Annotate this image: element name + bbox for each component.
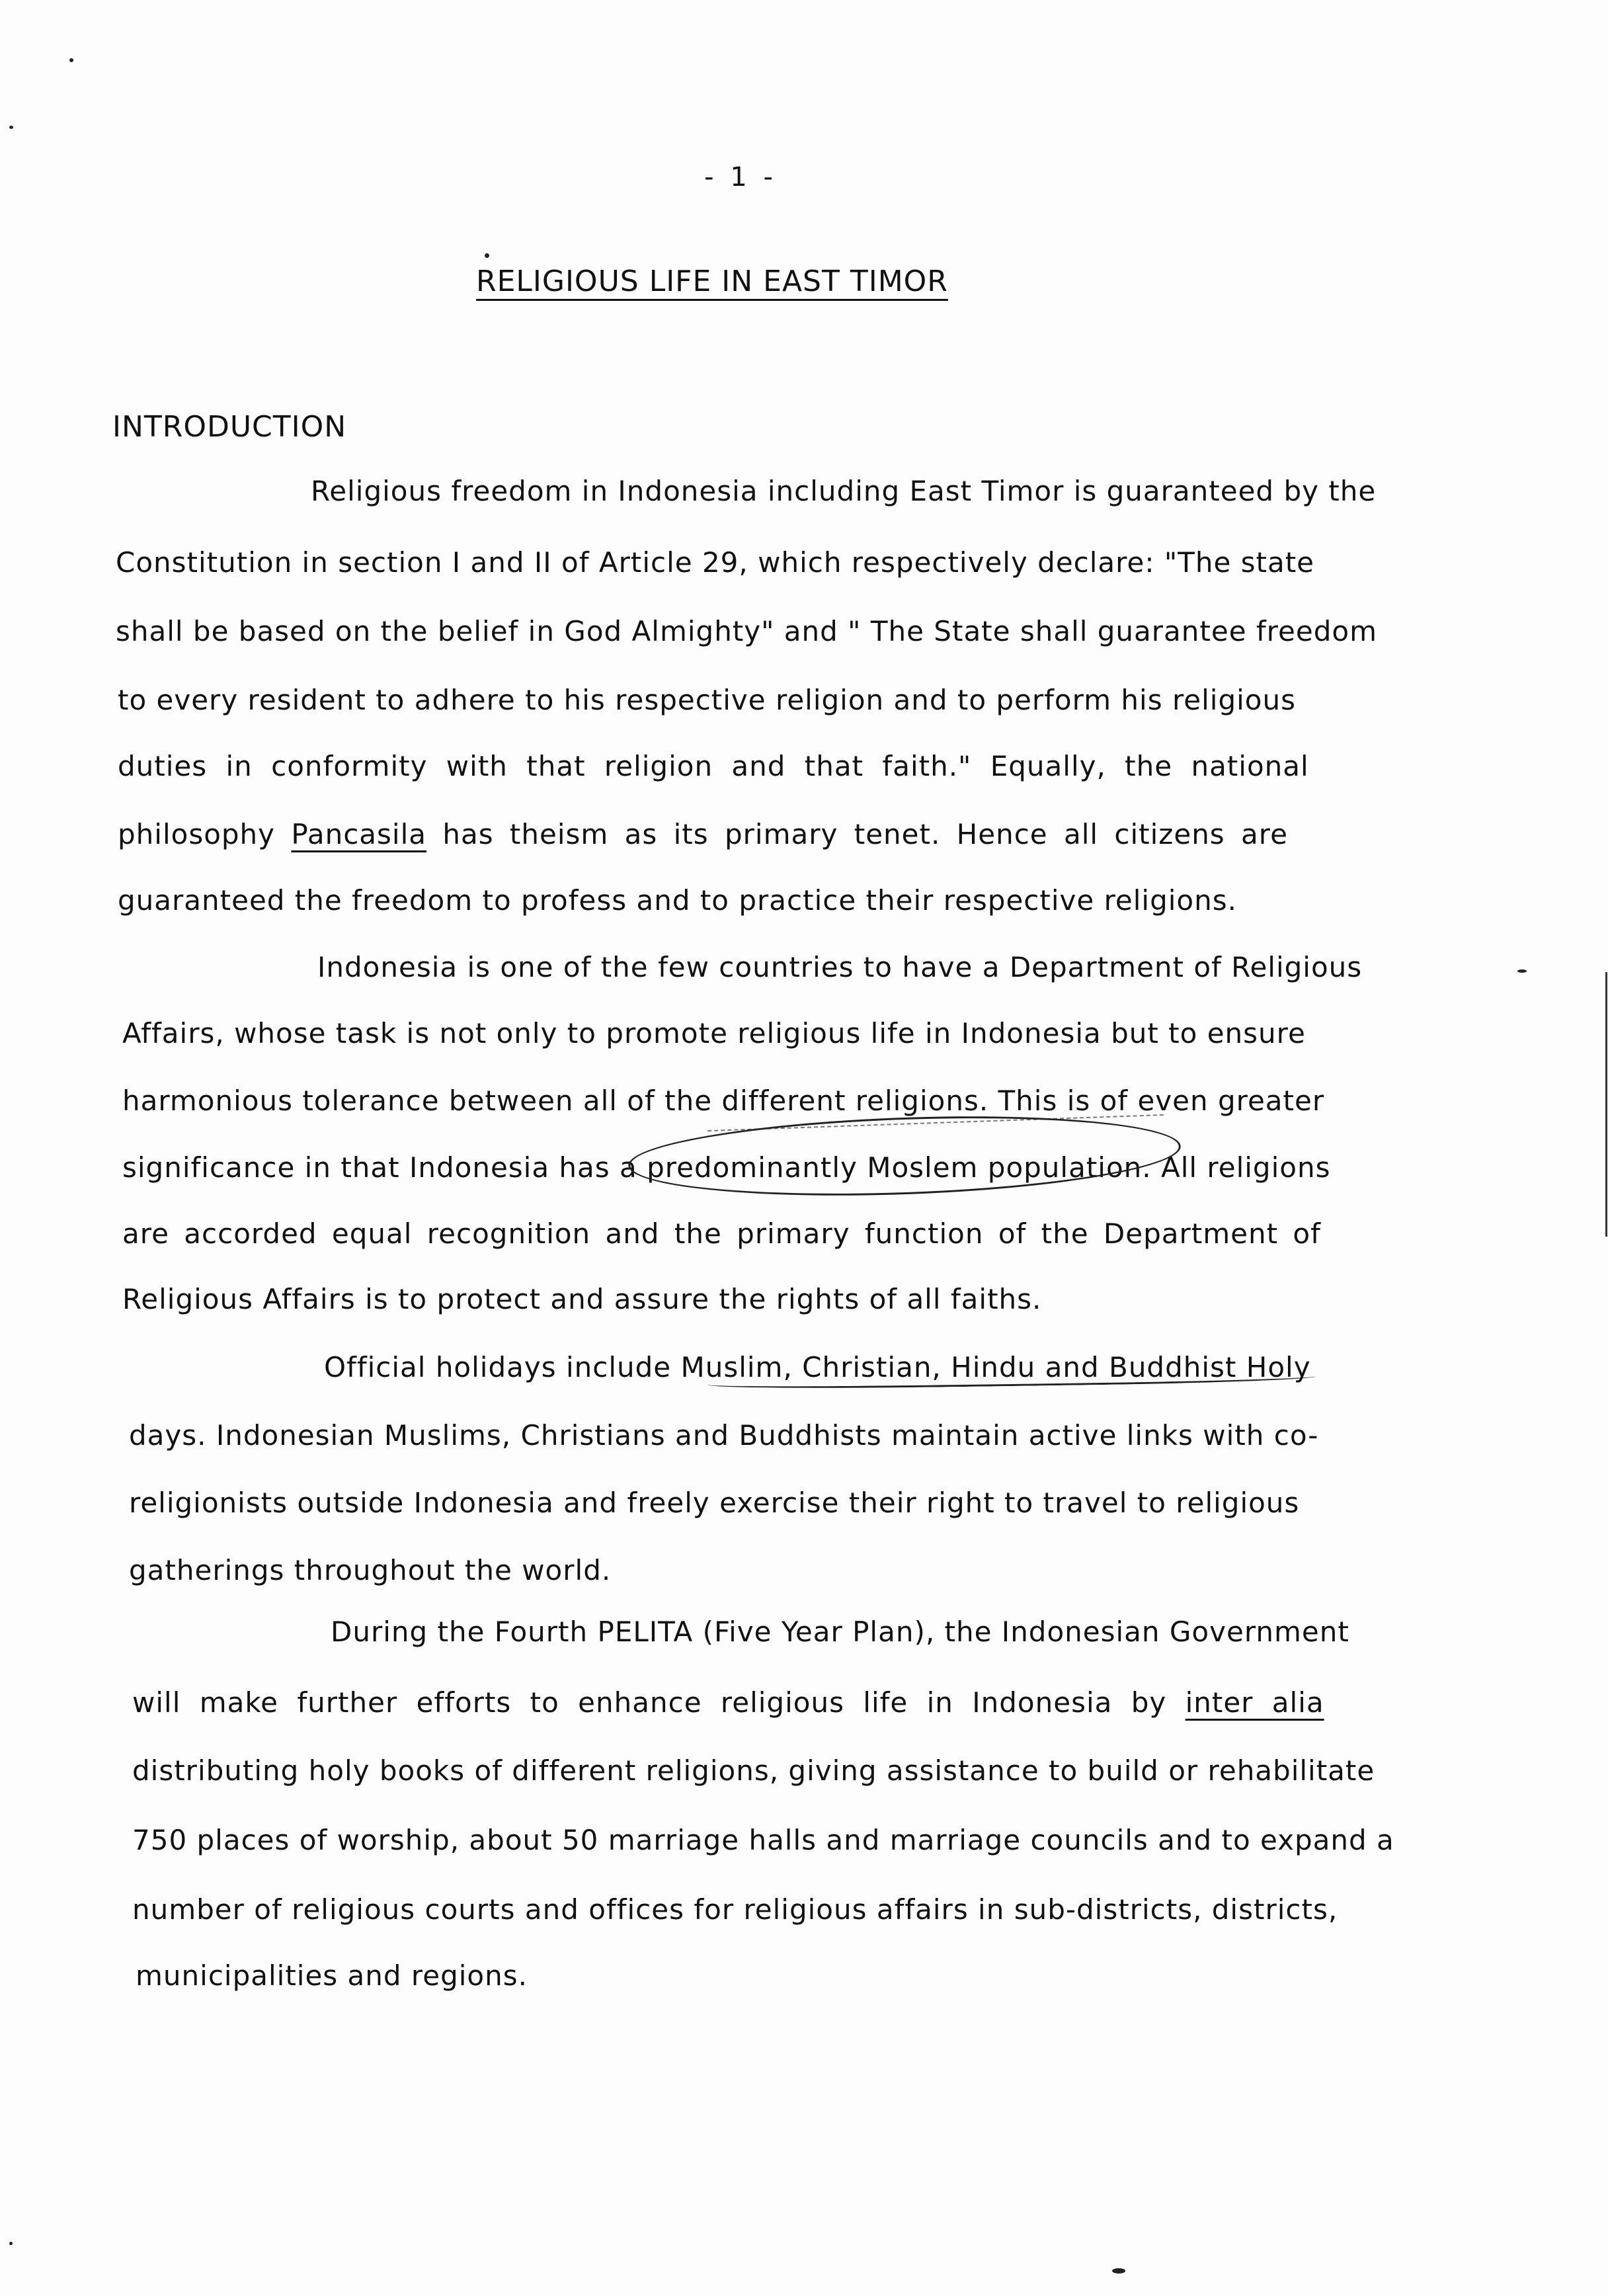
text-run: Official holidays include	[324, 1351, 681, 1383]
text-line: number of religious courts and offices for religious affairs in sub-districts, districts,	[132, 1893, 1338, 1926]
text-line: Religious freedom in Indonesia including East Timor is guaranteed by the	[311, 475, 1377, 507]
margin-mark	[1605, 972, 1607, 1237]
text-line: gatherings throughout the world.	[129, 1554, 612, 1586]
underlined-term-pancasila: Pancasila	[291, 818, 426, 850]
text-line: Indonesia is one of the few countries to have a Department of Religious	[317, 951, 1363, 983]
circled-phrase: a predominantly Moslem population.	[620, 1151, 1152, 1184]
text-run: All religions	[1151, 1151, 1331, 1184]
text-line: municipalities and regions.	[136, 1959, 528, 1992]
text-line: duties in conformity with that religion and that faith." Equally, the national	[118, 750, 1309, 782]
text-line: Constitution in section I and II of Article 29, which respectively declare: "The state	[116, 546, 1315, 579]
text-run: has theism as its primary tenet. Hence all citizens are	[426, 818, 1288, 850]
scan-speck	[1112, 2268, 1125, 2274]
page-title: RELIGIOUS LIFE IN EAST TIMOR	[476, 265, 948, 298]
text-run: philosophy	[118, 818, 292, 850]
text-line: days. Indonesian Muslims, Christians and Buddhists maintain active links with co-	[129, 1419, 1319, 1452]
text-line	[118, 816, 1288, 853]
underlined-term-inter-alia: inter alia	[1185, 1686, 1324, 1719]
scan-speck	[9, 2242, 13, 2245]
text-run: significance in that Indonesia has	[122, 1151, 620, 1184]
text-line: shall be based on the belief in God Almighty" and " The State shall guarantee freedom	[116, 615, 1377, 647]
text-line: religionists outside Indonesia and freely exercise their right to travel to religious	[129, 1487, 1300, 1519]
scan-speck	[1517, 969, 1527, 973]
scan-speck	[485, 253, 489, 258]
text-run: Holy	[1236, 1351, 1311, 1383]
scan-speck	[69, 58, 73, 62]
page-number: - 1 -	[704, 162, 777, 192]
text-line: Religious Affairs is to protect and assure the rights of all faiths.	[122, 1283, 1042, 1315]
text-line: harmonious tolerance between all of the different religions. This is of even greater	[122, 1085, 1325, 1117]
text-line: Affairs, whose task is not only to promote religious life in Indonesia but to ensure	[122, 1017, 1306, 1049]
section-heading: INTRODUCTION	[112, 410, 347, 444]
text-line: guaranteed the freedom to profess and to practice their respective religions.	[118, 884, 1237, 917]
text-run: will make further efforts to enhance religious life in Indonesia by	[132, 1686, 1186, 1719]
text-line	[132, 1684, 1324, 1721]
text-line: During the Fourth PELITA (Five Year Plan), the Indonesian Government	[331, 1616, 1349, 1648]
text-line: distributing holy books of different religions, giving assistance to build or rehabilitate	[132, 1754, 1375, 1787]
text-line: to every resident to adhere to his respective religion and to perform his religious	[118, 684, 1296, 716]
hand-drawn-circle	[627, 1108, 1182, 1204]
underlined-holidays: Muslim, Christian, Hindu and Buddhist	[680, 1351, 1237, 1383]
text-line: 750 places of worship, about 50 marriage halls and marriage councils and to expand a	[132, 1824, 1394, 1856]
scan-speck	[9, 126, 13, 129]
text-line: are accorded equal recognition and the primary function of the Department of	[122, 1217, 1321, 1250]
